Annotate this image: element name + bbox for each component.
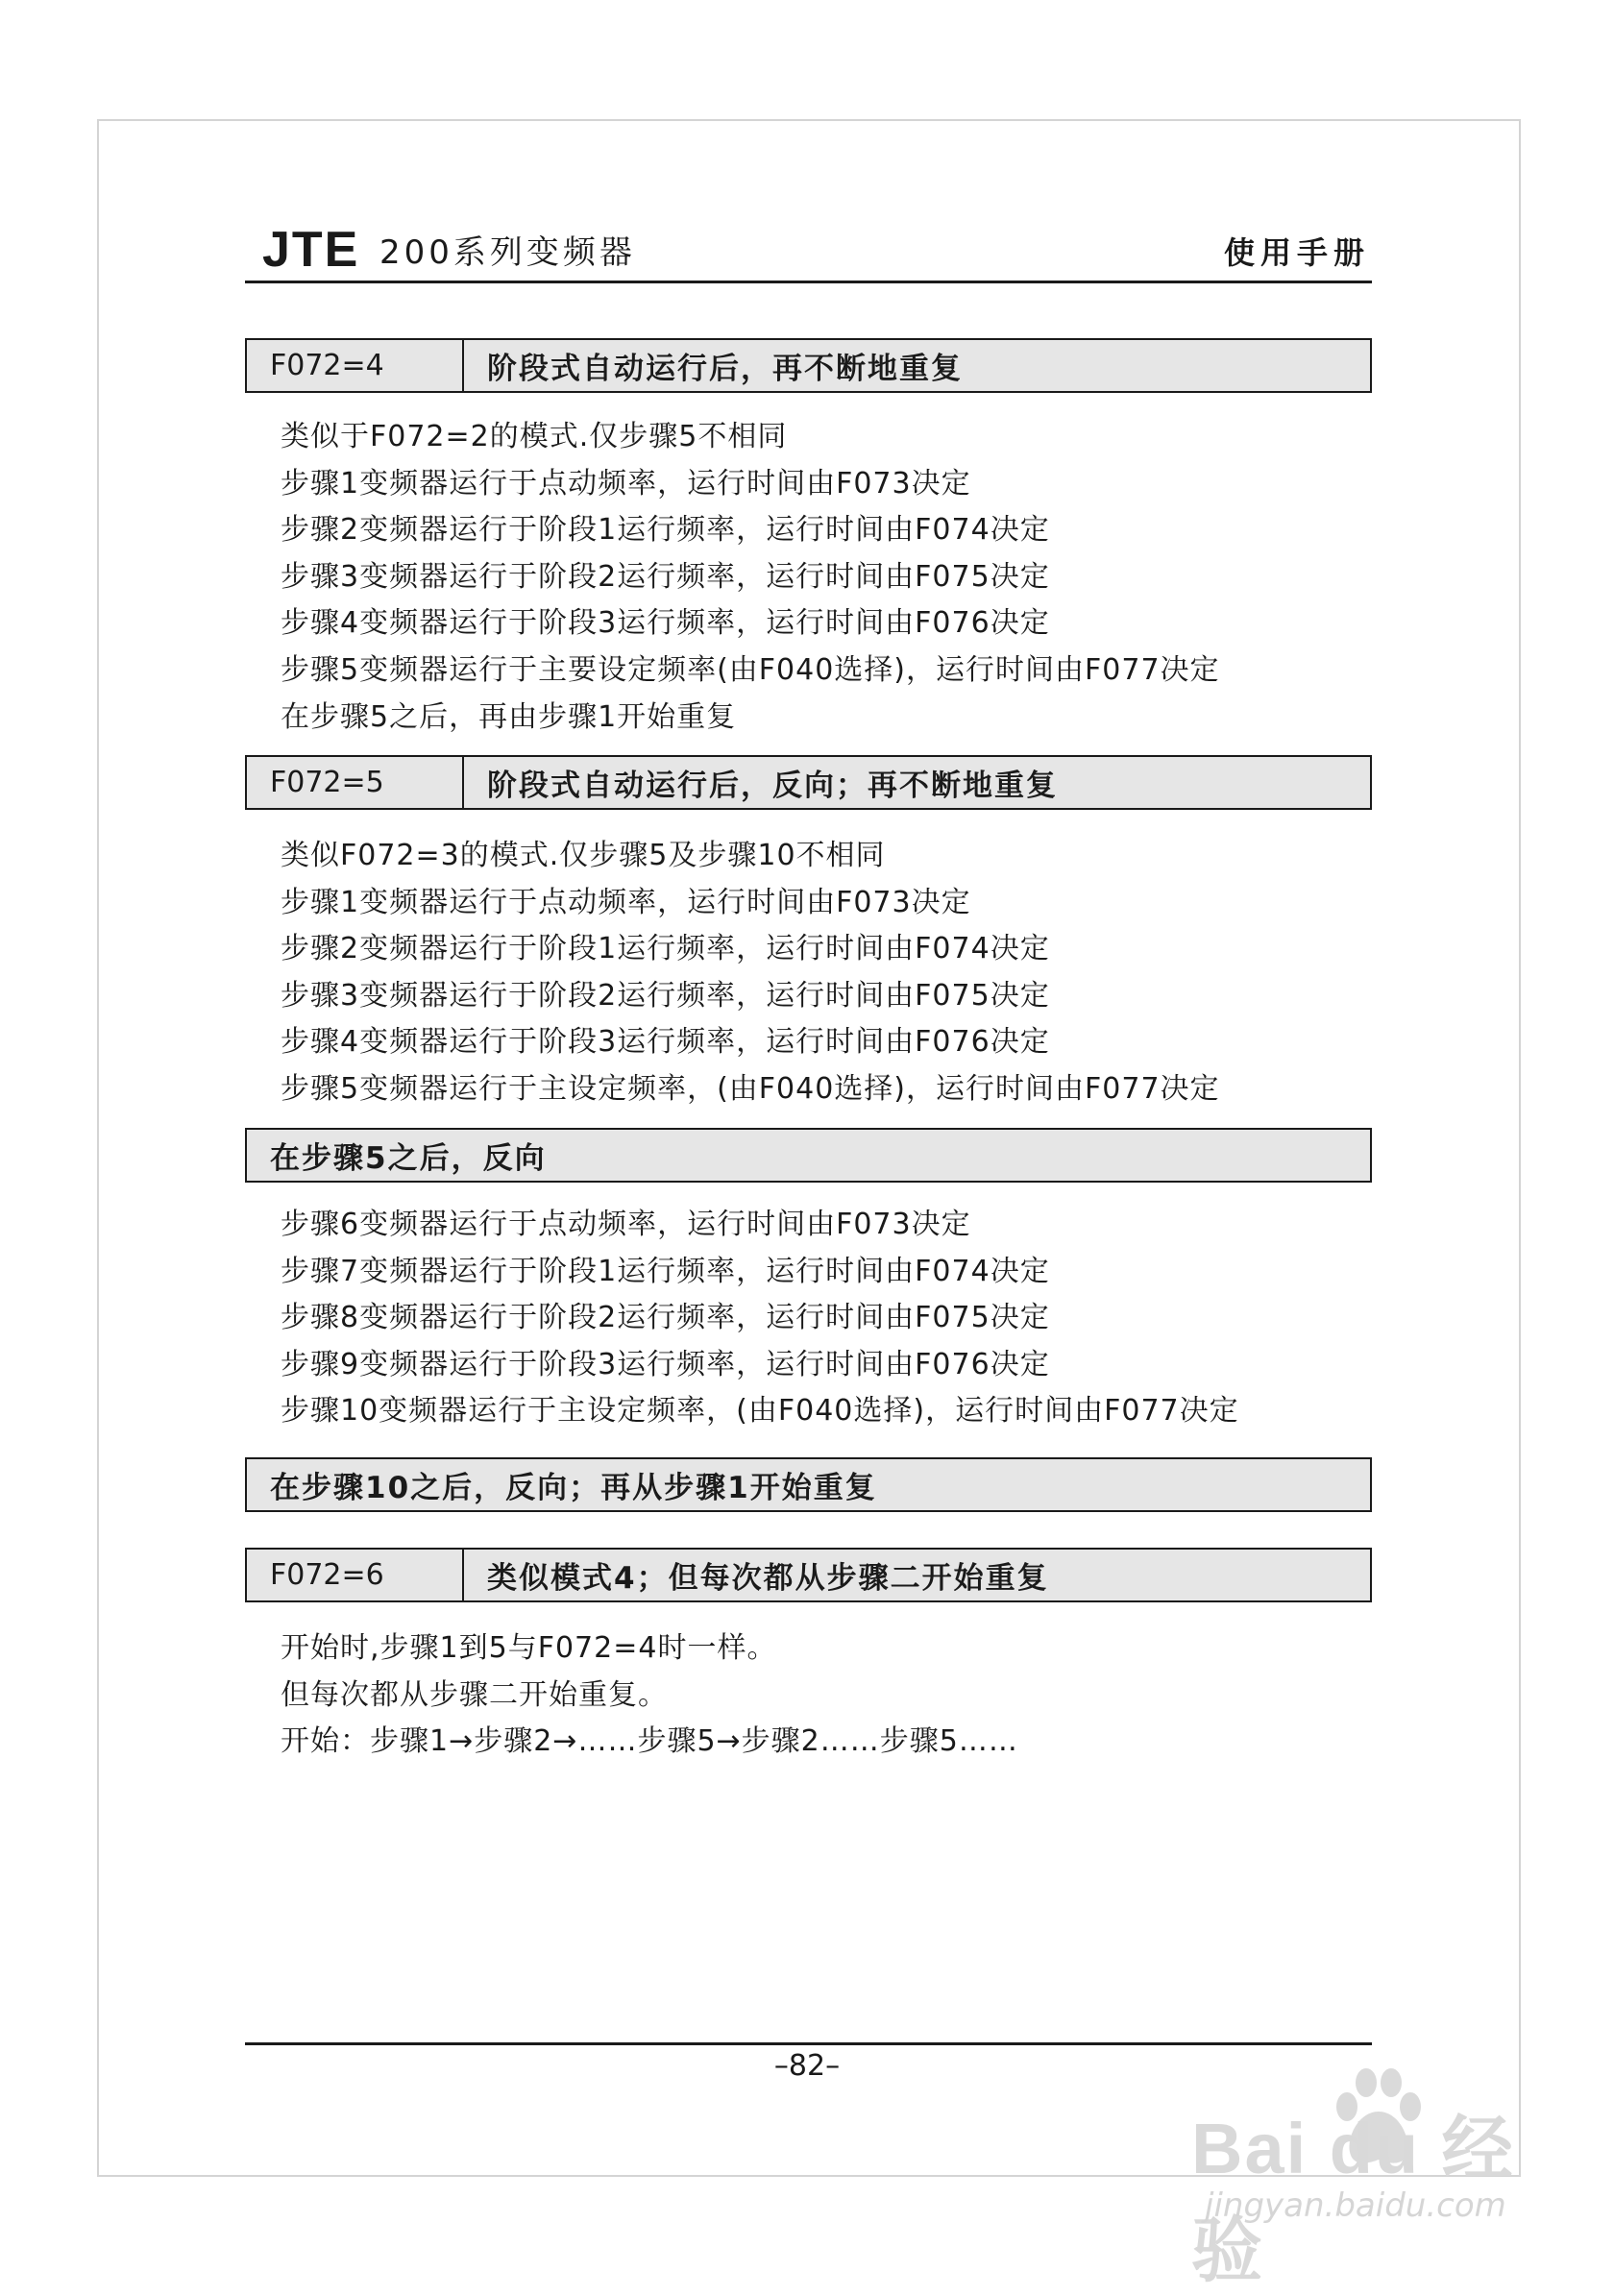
text-line: 步骤8变频器运行于阶段2运行频率，运行时间由F075决定 [281, 1301, 1050, 1335]
text-line: 开始时,步骤1到5与F072=4时一样。 [281, 1631, 777, 1665]
text-line: 但每次都从步骤二开始重复。 [281, 1677, 668, 1712]
text-line: 步骤6变频器运行于点动频率，运行时间由F073决定 [281, 1208, 971, 1241]
text-line: 步骤2变频器运行于阶段1运行频率，运行时间由F074决定 [281, 513, 1050, 548]
text-line: 步骤3变频器运行于阶段2运行频率，运行时间由F075决定 [281, 978, 1050, 1013]
section-header-after-step10 [245, 1457, 1372, 1512]
text-block-steps-6-10 [281, 1202, 1239, 1435]
text-line: 步骤2变频器运行于阶段1运行频率，运行时间由F074决定 [281, 932, 1050, 966]
brand-logo: JTE [262, 222, 360, 278]
section-title: 在步骤5之后，反向 [270, 1141, 547, 1176]
page-header [245, 223, 1372, 283]
section-code: F072=5 [247, 757, 464, 808]
text-block-f072-6 [281, 1625, 1018, 1766]
manual-label: 使用手册 [1223, 234, 1370, 271]
text-line: 步骤1变频器运行于点动频率，运行时间由F073决定 [281, 466, 971, 501]
section-title: 阶段式自动运行后，反向；再不断地重复 [487, 769, 1058, 803]
text-line: 步骤7变频器运行于阶段1运行频率，运行时间由F074决定 [281, 1254, 1050, 1288]
text-line: 开始：步骤1→步骤2→……步骤5→步骤2……步骤5…… [281, 1724, 1018, 1759]
baidu-watermark [1191, 2064, 1518, 2290]
text-line: 步骤1变频器运行于点动频率，运行时间由F073决定 [281, 885, 971, 919]
section-header-f072-6 [245, 1548, 1372, 1602]
section-title: 在步骤10之后，反向；再从步骤1开始重复 [270, 1471, 877, 1505]
text-line: 步骤5变频器运行于主设定频率，(由F040选择)，运行时间由F077决定 [281, 1071, 1220, 1106]
text-line: 类似F072=3的模式.仅步骤5及步骤10不相同 [281, 839, 886, 872]
section-title: 阶段式自动运行后，再不断地重复 [487, 352, 963, 386]
text-line: 步骤4变频器运行于阶段3运行频率，运行时间由F076决定 [281, 1025, 1050, 1060]
text-block-f072-5 [281, 833, 1220, 1113]
section-title: 类似模式4；但每次都从步骤二开始重复 [487, 1561, 1049, 1596]
text-line: 类似于F072=2的模式.仅步骤5不相同 [281, 420, 788, 453]
text-line: 步骤9变频器运行于阶段3运行频率，运行时间由F076决定 [281, 1347, 1050, 1381]
text-line: 步骤5变频器运行于主要设定频率(由F040选择)，运行时间由F077决定 [281, 652, 1220, 687]
section-header-f072-5 [245, 755, 1372, 810]
text-line: 在步骤5之后，再由步骤1开始重复 [281, 699, 737, 734]
section-code: F072=6 [247, 1550, 464, 1600]
text-line: 步骤10变频器运行于主设定频率，(由F040选择)，运行时间由F077决定 [281, 1394, 1239, 1429]
footer-rule [245, 2042, 1372, 2045]
text-line: 步骤4变频器运行于阶段3运行频率，运行时间由F076决定 [281, 606, 1050, 641]
page-number: –82– [773, 2049, 841, 2083]
text-block-f072-4 [281, 414, 1220, 741]
section-code: F072=4 [247, 340, 464, 391]
section-header-after-step5 [245, 1128, 1372, 1183]
watermark-url: jingyan.baidu.com [1205, 2186, 1506, 2225]
product-title: 200系列变频器 [379, 233, 636, 272]
watermark-brand: Bai du 经验 [1191, 2109, 1515, 2290]
section-header-f072-4 [245, 338, 1372, 393]
text-line: 步骤3变频器运行于阶段2运行频率，运行时间由F075决定 [281, 559, 1050, 594]
